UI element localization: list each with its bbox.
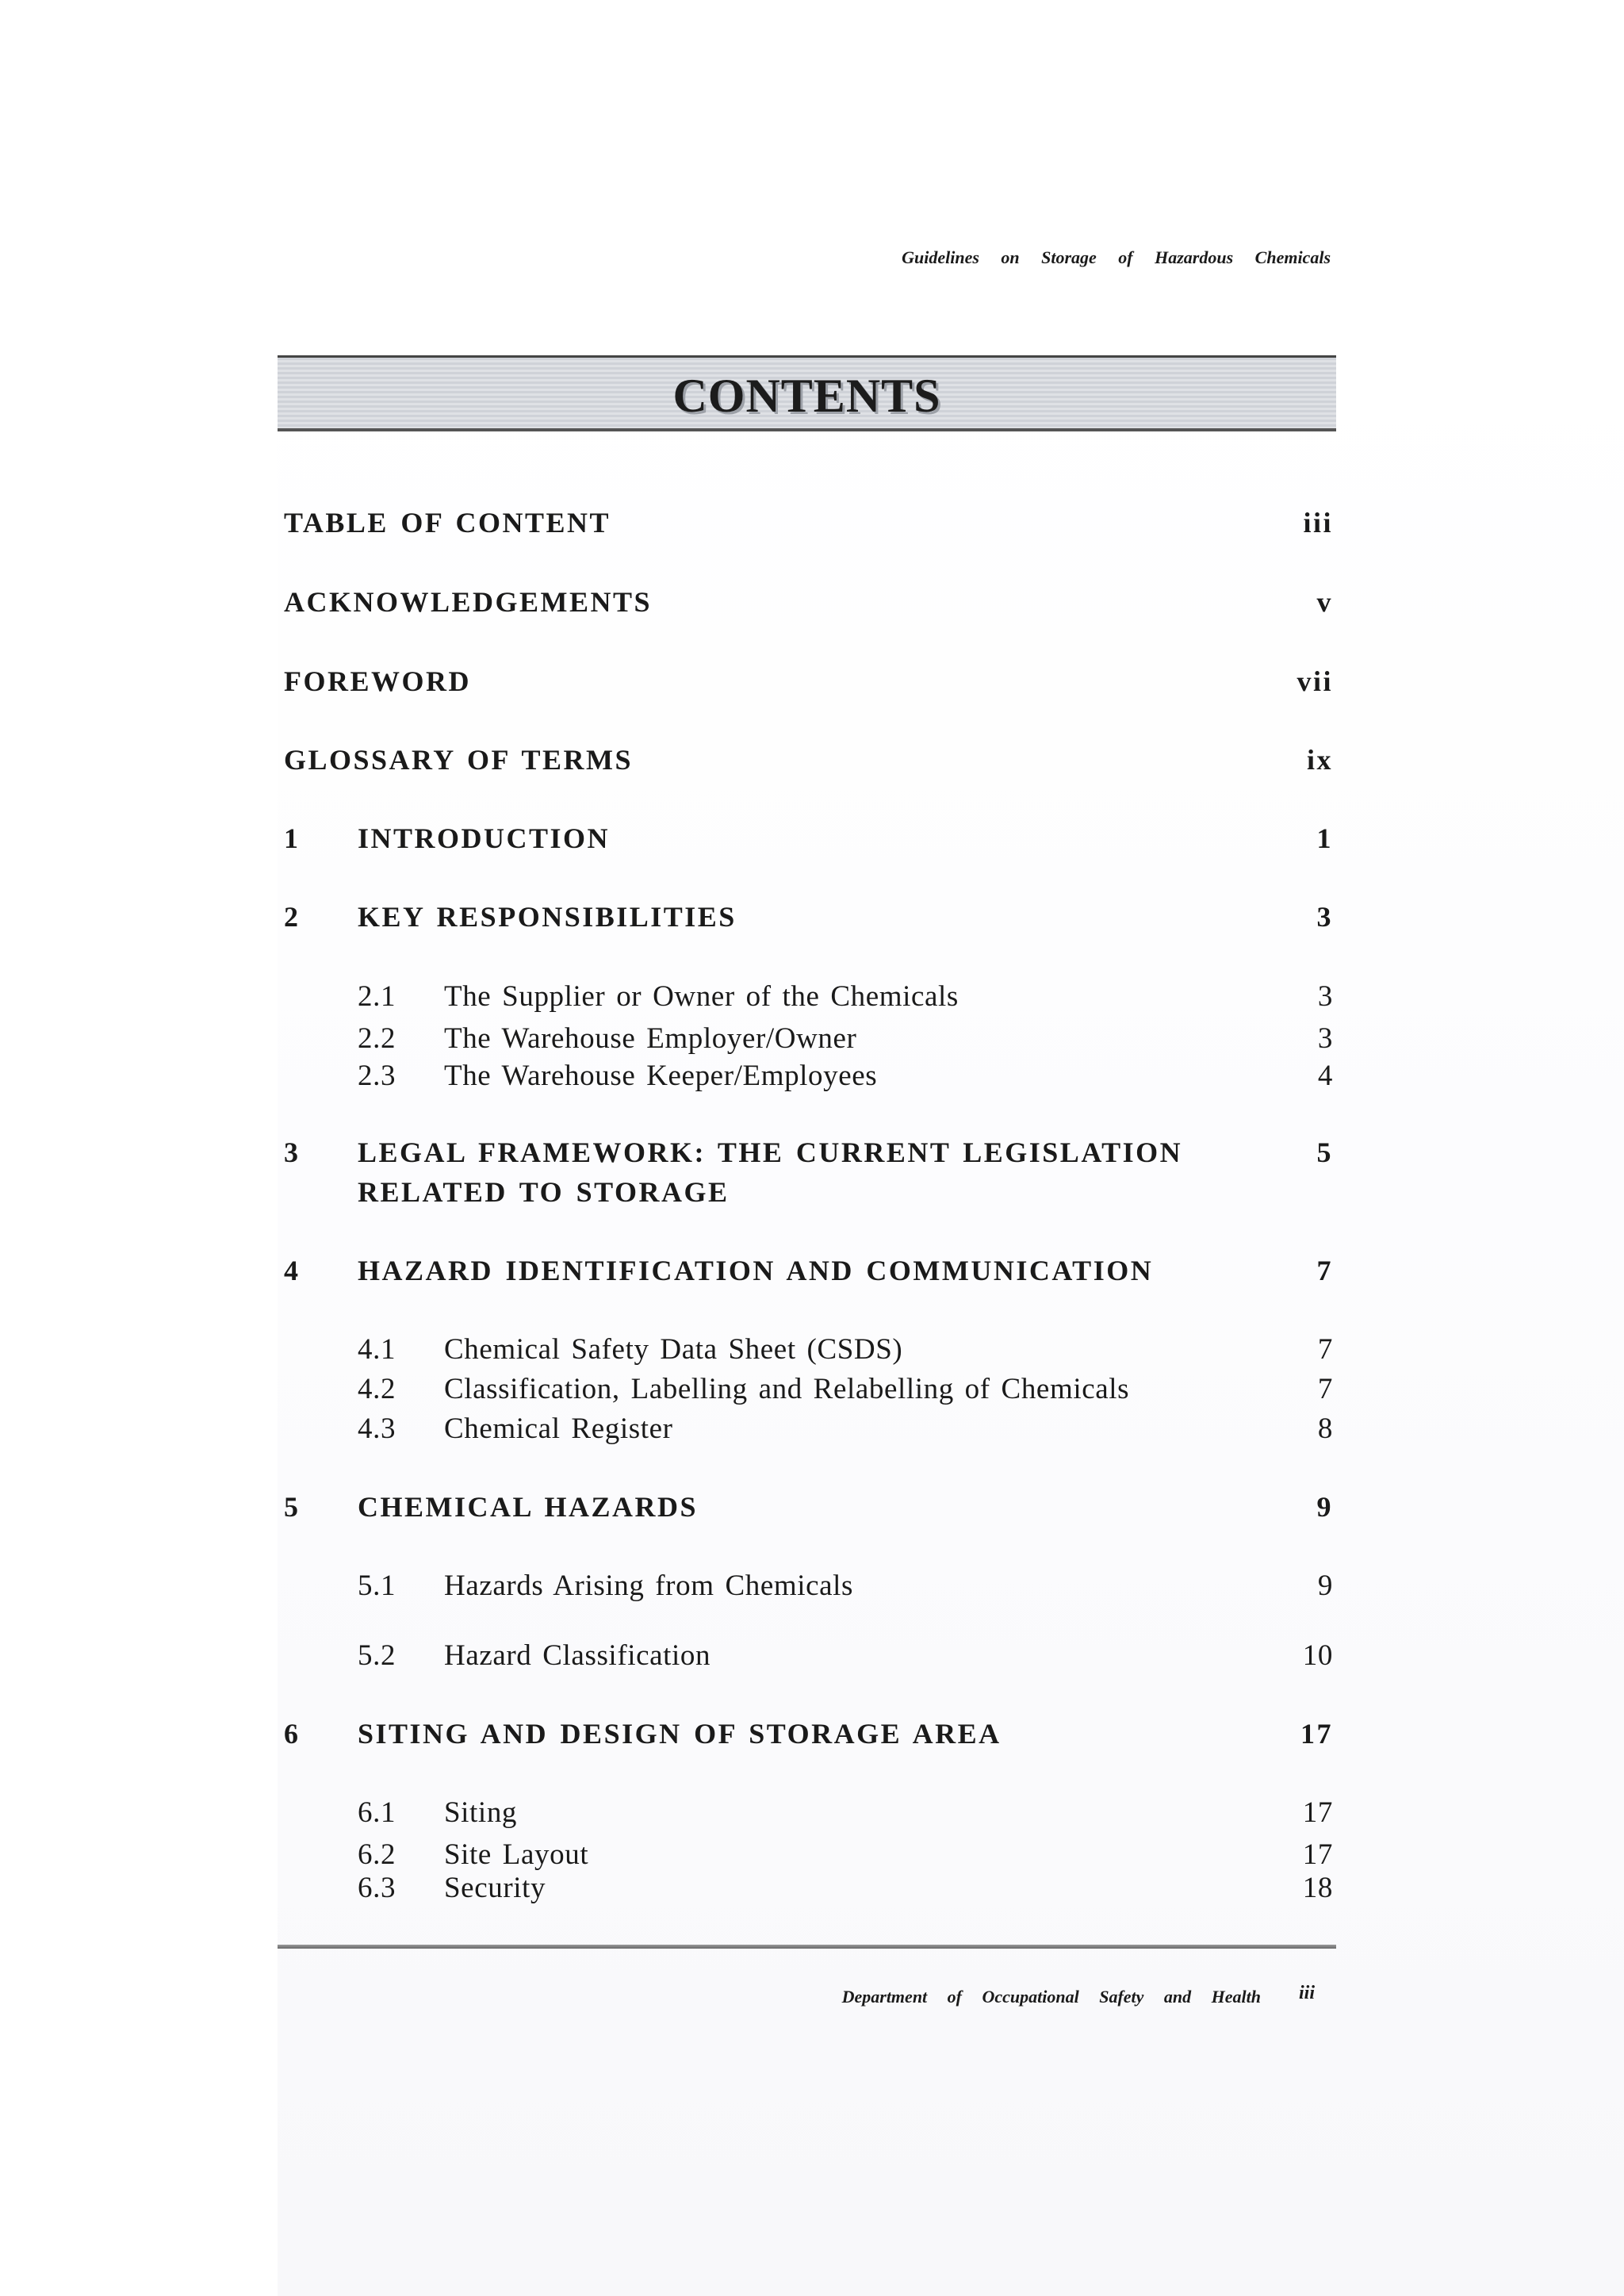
toc-section-2-1[interactable]: [284, 979, 1333, 1018]
toc-section-label: Classification, Labelling and Relabelling of Chemicals: [444, 1373, 1130, 1405]
toc-chapter-6[interactable]: [284, 1717, 1333, 1755]
toc-chapter-number: 6: [284, 1718, 301, 1750]
toc-chapter-2[interactable]: [284, 900, 1333, 938]
toc-entry-page: iii: [1303, 507, 1333, 539]
toc-chapter-number: 1: [284, 822, 301, 854]
toc-section-label: Hazards Arising from Chemicals: [444, 1570, 854, 1602]
toc-section-page: 9: [1317, 1570, 1333, 1602]
toc-section-label: Hazard Classification: [444, 1639, 711, 1672]
page-title: CONTENTS: [672, 370, 941, 422]
toc-chapter-number: 3: [284, 1137, 301, 1168]
toc-section-page: 18: [1302, 1872, 1333, 1904]
toc-chapter-number: 5: [284, 1491, 301, 1523]
toc-chapter-page: 7: [1316, 1255, 1333, 1286]
toc-chapter-5[interactable]: [284, 1490, 1333, 1528]
toc-section-number: 4.2: [358, 1373, 396, 1405]
toc-section-label: The Warehouse Employer/Owner: [444, 1022, 857, 1055]
toc-section-5-2[interactable]: [284, 1639, 1333, 1677]
toc-chapter-label: INTRODUCTION: [358, 822, 611, 854]
toc-section-number: 5.1: [358, 1570, 396, 1602]
toc-section-label: Chemical Safety Data Sheet (CSDS): [444, 1333, 903, 1366]
toc-section-label: The Supplier or Owner of the Chemicals: [444, 980, 959, 1013]
toc-entry-label: FOREWORD: [284, 665, 471, 697]
toc-chapter-3[interactable]: [284, 1136, 1333, 1215]
toc-entry-foreword[interactable]: [284, 665, 1333, 703]
toc-entry-table-of-content[interactable]: [284, 506, 1333, 544]
toc-section-label: Chemical Register: [444, 1412, 673, 1445]
toc-section-label: Site Layout: [444, 1838, 589, 1871]
toc-entry-glossary[interactable]: [284, 743, 1333, 781]
footer-divider: [278, 1945, 1336, 1949]
toc-chapter-label-line1: LEGAL FRAMEWORK: THE CURRENT LEGISLATION: [358, 1137, 1183, 1168]
toc-section-page: 3: [1317, 1022, 1333, 1055]
toc-section-page: 17: [1302, 1838, 1333, 1871]
toc-section-number: 6.3: [358, 1872, 396, 1904]
toc-section-number: 4.3: [358, 1412, 396, 1445]
toc-section-6-1[interactable]: [284, 1796, 1333, 1834]
toc-section-page: 7: [1317, 1373, 1333, 1405]
toc-entry-label: GLOSSARY OF TERMS: [284, 744, 633, 776]
toc-section-page: 8: [1317, 1412, 1333, 1445]
toc-chapter-number: 2: [284, 901, 301, 933]
contents-banner: [278, 355, 1336, 431]
toc-chapter-label: KEY RESPONSIBILITIES: [358, 901, 737, 933]
toc-entry-label: ACKNOWLEDGEMENTS: [284, 586, 653, 618]
toc-section-label: The Warehouse Keeper/Employees: [444, 1060, 878, 1092]
toc-section-page: 7: [1317, 1333, 1333, 1366]
toc-section-6-2[interactable]: [284, 1838, 1333, 1876]
toc-section-4-3[interactable]: [284, 1412, 1333, 1450]
toc-section-number: 2.2: [358, 1022, 396, 1055]
running-header: Guidelines on Storage of Hazardous Chemicals: [902, 247, 1331, 267]
toc-chapter-page: 9: [1316, 1491, 1333, 1523]
toc-section-4-1[interactable]: [284, 1332, 1333, 1370]
toc-section-5-1[interactable]: [284, 1569, 1333, 1607]
toc-chapter-label-line2: RELATED TO STORAGE: [358, 1176, 730, 1208]
toc-section-4-2[interactable]: [284, 1372, 1333, 1410]
toc-section-number: 6.2: [358, 1838, 396, 1871]
toc-entry-page: v: [1316, 586, 1333, 618]
toc-chapter-number: 4: [284, 1255, 301, 1286]
footer-page-number: iii: [1299, 1983, 1316, 2003]
running-footer: Department of Occupational Safety and Health: [841, 1987, 1261, 2007]
toc-entry-page: vii: [1297, 665, 1333, 697]
toc-entry-label: TABLE OF CONTENT: [284, 507, 611, 539]
toc-section-number: 4.1: [358, 1333, 396, 1366]
toc-chapter-page: 1: [1316, 822, 1333, 854]
toc-section-page: 3: [1317, 980, 1333, 1013]
toc-entry-page: ix: [1306, 744, 1333, 776]
toc-chapter-label: CHEMICAL HAZARDS: [358, 1491, 699, 1523]
toc-section-label: Siting: [444, 1796, 518, 1829]
toc-section-page: 10: [1302, 1639, 1333, 1672]
toc-chapter-4[interactable]: [284, 1254, 1333, 1292]
toc-section-2-2[interactable]: [284, 1022, 1333, 1060]
toc-section-page: 4: [1317, 1060, 1333, 1092]
toc-chapter-label: SITING AND DESIGN OF STORAGE AREA: [358, 1718, 1002, 1750]
toc-section-2-3[interactable]: [284, 1059, 1333, 1097]
toc-section-label: Security: [444, 1872, 546, 1904]
toc-section-number: 5.2: [358, 1639, 396, 1672]
toc-section-number: 6.1: [358, 1796, 396, 1829]
toc-section-page: 17: [1302, 1796, 1333, 1829]
toc-section-number: 2.1: [358, 980, 396, 1013]
toc-chapter-page: 3: [1316, 901, 1333, 933]
toc-chapter-page: 5: [1316, 1137, 1333, 1168]
toc-chapter-1[interactable]: [284, 822, 1333, 860]
toc-entry-acknowledgements[interactable]: [284, 585, 1333, 623]
toc-section-number: 2.3: [358, 1060, 396, 1092]
toc-chapter-page: 17: [1300, 1718, 1333, 1750]
toc-chapter-label: HAZARD IDENTIFICATION AND COMMUNICATION: [358, 1255, 1154, 1286]
toc-section-6-3[interactable]: [284, 1871, 1333, 1909]
